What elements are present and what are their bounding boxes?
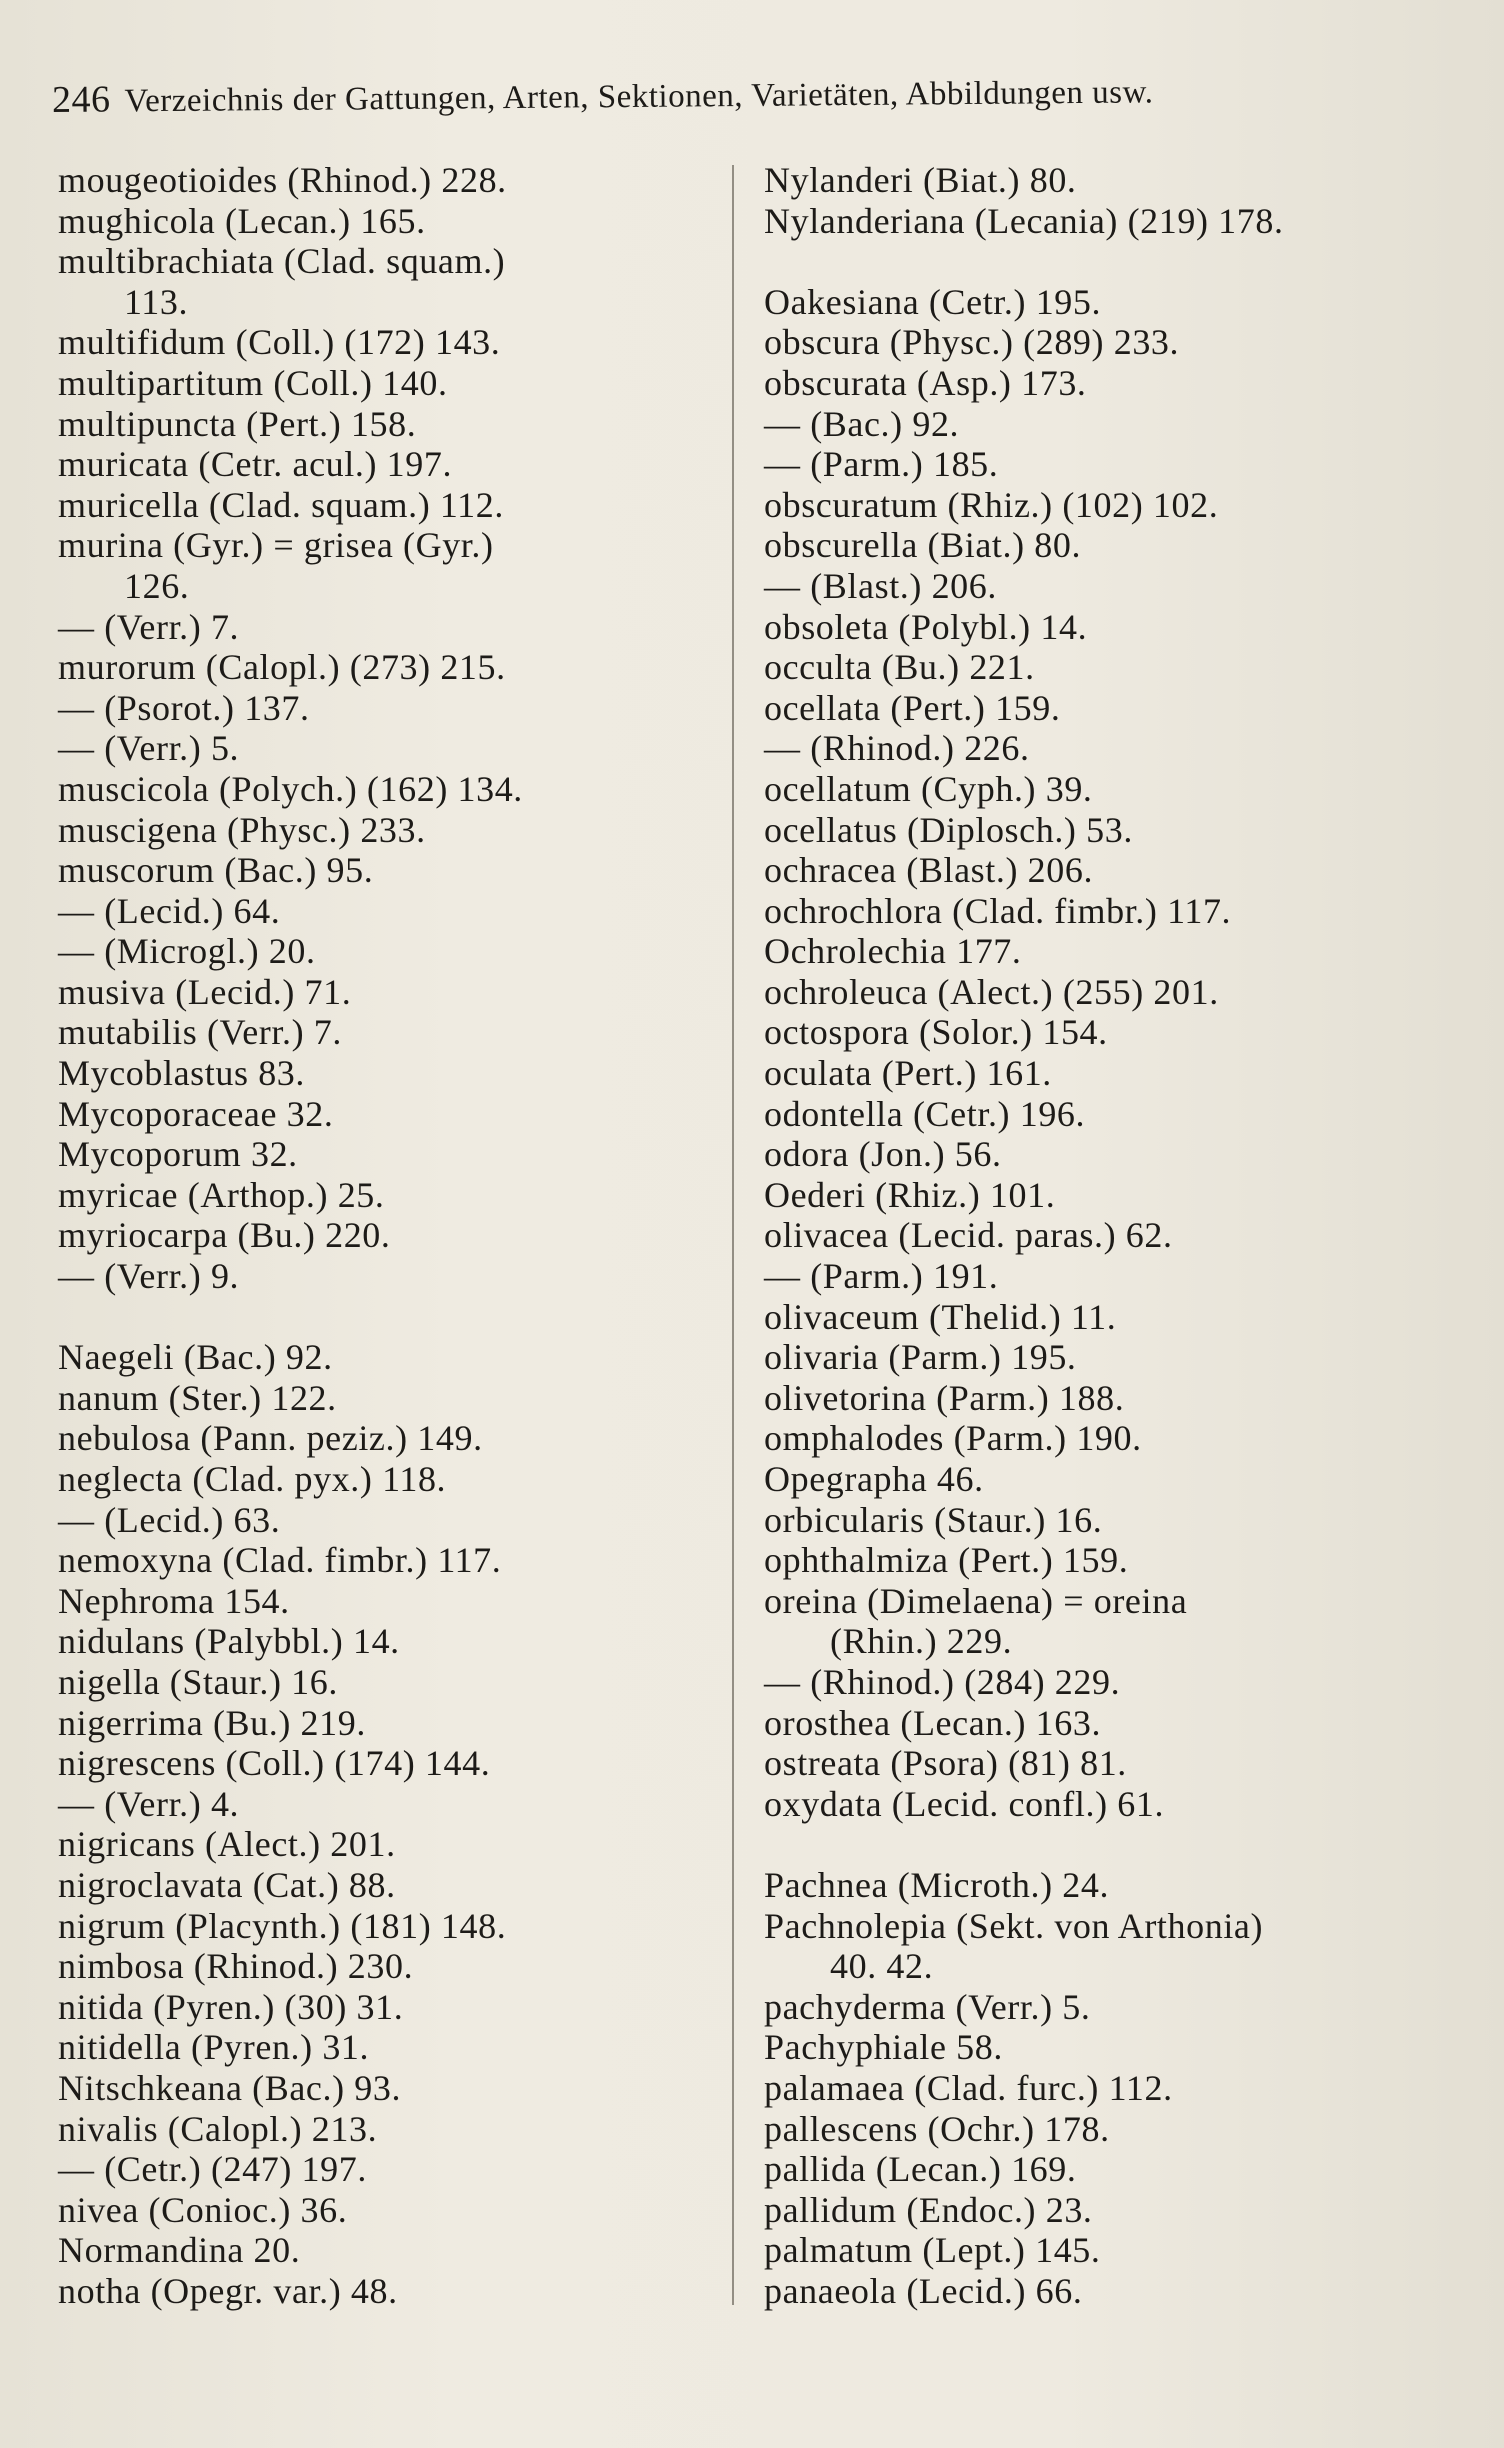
section-gap	[764, 1824, 1464, 1865]
index-entry: omphalodes (Parm.) 190.	[764, 1418, 1142, 1459]
index-entry: odontella (Cetr.) 196.	[764, 1093, 1086, 1134]
index-entry: nigella (Staur.) 16.	[58, 1661, 338, 1702]
index-entry: Pachyphiale 58.	[764, 2027, 1003, 2068]
index-entry: ochracea (Blast.) 206.	[764, 850, 1094, 891]
page-running-title: Verzeichnis der Gattungen, Arten, Sektionen, Varietäten, Abbildungen usw.	[124, 74, 1154, 120]
index-entry: pallida (Lecan.) 169.	[764, 2149, 1077, 2190]
index-entry: ocellatus (Diplosch.) 53.	[764, 809, 1133, 850]
index-entry: Nylanderi (Biat.) 80.	[764, 160, 1077, 200]
index-entry: Mycoblastus 83.	[58, 1053, 305, 1094]
index-entry: nivea (Conioc.) 36.	[58, 2189, 348, 2230]
index-entry: — (Lecid.) 63.	[58, 1499, 281, 1540]
index-entry: Pachnea (Microth.) 24.	[764, 1864, 1110, 1905]
index-entry: myricae (Arthop.) 25.	[58, 1174, 385, 1215]
index-entry: nitida (Pyren.) (30) 31.	[58, 1986, 404, 2027]
index-entry-continuation: (Rhin.) 229.	[830, 1621, 1013, 1662]
index-entry: murorum (Calopl.) (273) 215.	[58, 647, 506, 688]
index-entry: nigroclavata (Cat.) 88.	[58, 1864, 396, 1905]
index-entry: olivacea (Lecid. paras.) 62.	[764, 1215, 1173, 1256]
index-entry: palmatum (Lept.) 145.	[764, 2230, 1101, 2271]
index-entry: mutabilis (Verr.) 7.	[58, 1012, 342, 1053]
index-entry: ophthalmiza (Pert.) 159.	[764, 1540, 1129, 1581]
index-entry: ocellata (Pert.) 159.	[764, 687, 1061, 728]
index-entry: murina (Gyr.) = grisea (Gyr.)	[58, 525, 494, 566]
index-entry: oculata (Pert.) 161.	[764, 1053, 1052, 1094]
index-entry: pachyderma (Verr.) 5.	[764, 1986, 1091, 2027]
index-entry: Pachnolepia (Sekt. von Arthonia)	[764, 1905, 1264, 1946]
index-entry: panaeola (Lecid.) 66.	[764, 2270, 1083, 2311]
index-entry: nebulosa (Pann. peziz.) 149.	[58, 1418, 483, 1459]
index-entry: obscurata (Asp.) 173.	[764, 362, 1087, 403]
index-column-right	[764, 160, 1464, 2311]
index-entry: mughicola (Lecan.) 165.	[58, 200, 426, 241]
index-entry: orbicularis (Staur.) 16.	[764, 1499, 1103, 1540]
index-entry: pallidum (Endoc.) 23.	[764, 2189, 1093, 2230]
index-entry: orosthea (Lecan.) 163.	[764, 1702, 1102, 1743]
page-number: 246	[51, 78, 111, 121]
index-entry: — (Psorot.) 137.	[58, 687, 310, 728]
index-entry: multipuncta (Pert.) 158.	[58, 403, 417, 444]
column-divider	[732, 165, 734, 2305]
section-gap	[58, 1297, 708, 1338]
index-entry: ocellatum (Cyph.) 39.	[764, 768, 1093, 809]
index-entry: obscurella (Biat.) 80.	[764, 525, 1082, 566]
index-entry: nigrum (Placynth.) (181) 148.	[58, 1905, 507, 1946]
index-entry: ochrochlora (Clad. fimbr.) 117.	[764, 890, 1232, 931]
index-entry: multifidum (Coll.) (172) 143.	[58, 322, 501, 363]
index-entry: nitidella (Pyren.) 31.	[58, 2027, 370, 2068]
index-entry: octospora (Solor.) 154.	[764, 1012, 1108, 1053]
index-entry: Normandina 20.	[58, 2230, 301, 2271]
index-entry: occulta (Bu.) 221.	[764, 647, 1035, 688]
index-entry: nigricans (Alect.) 201.	[58, 1824, 396, 1865]
index-entry: — (Verr.) 4.	[58, 1783, 240, 1824]
index-entry: muricella (Clad. squam.) 112.	[58, 484, 504, 525]
index-entry: notha (Opegr. var.) 48.	[58, 2270, 398, 2311]
index-entry: multibrachiata (Clad. squam.)	[58, 241, 506, 282]
index-entry: — (Rhinod.) (284) 229.	[764, 1661, 1121, 1702]
index-entry: myriocarpa (Bu.) 220.	[58, 1215, 391, 1256]
index-entry: — (Verr.) 5.	[58, 728, 240, 769]
index-entry: — (Lecid.) 64.	[58, 890, 281, 931]
index-entry: Nitschkeana (Bac.) 93.	[58, 2067, 402, 2108]
index-entry: — (Microgl.) 20.	[58, 931, 316, 972]
index-entry: — (Bac.) 92.	[764, 403, 960, 444]
index-entry-continuation: 126.	[124, 565, 190, 606]
index-entry: muscigena (Physc.) 233.	[58, 809, 426, 850]
index-entry: — (Blast.) 206.	[764, 565, 997, 606]
index-entry-continuation: 113.	[124, 281, 189, 322]
index-entry: nigrescens (Coll.) (174) 144.	[58, 1743, 491, 1784]
index-entry: nivalis (Calopl.) 213.	[58, 2108, 378, 2149]
index-entry: muscicola (Polych.) (162) 134.	[58, 768, 523, 809]
index-entry: obscuratum (Rhiz.) (102) 102.	[764, 484, 1219, 525]
index-entry: — (Cetr.) (247) 197.	[58, 2149, 367, 2190]
index-entry: Nephroma 154.	[58, 1580, 290, 1621]
index-entry: nimbosa (Rhinod.) 230.	[58, 1946, 414, 1987]
index-entry: musiva (Lecid.) 71.	[58, 971, 352, 1012]
index-entry: obsoleta (Polybl.) 14.	[764, 606, 1088, 647]
index-entry: olivaria (Parm.) 195.	[764, 1337, 1077, 1378]
index-entry: Mycoporaceae 32.	[58, 1093, 334, 1134]
page-header	[52, 66, 1452, 130]
section-gap	[764, 241, 1464, 282]
index-entry: nidulans (Palybbl.) 14.	[58, 1621, 400, 1662]
index-entry: mougeotioides (Rhinod.) 228.	[58, 160, 507, 200]
index-column-left	[58, 160, 708, 2311]
index-entry: Nylanderiana (Lecania) (219) 178.	[764, 200, 1284, 241]
index-entry: — (Parm.) 191.	[764, 1256, 999, 1297]
index-entry: Mycoporum 32.	[58, 1134, 298, 1175]
index-entry: — (Verr.) 7.	[58, 606, 240, 647]
index-entry: ochroleuca (Alect.) (255) 201.	[764, 971, 1219, 1012]
index-entry: oreina (Dimelaena) = oreina	[764, 1580, 1188, 1621]
index-entry: Naegeli (Bac.) 92.	[58, 1337, 333, 1378]
index-entry: — (Parm.) 185.	[764, 444, 999, 485]
index-entry: Oakesiana (Cetr.) 195.	[764, 281, 1102, 322]
index-entry: nanum (Ster.) 122.	[58, 1377, 337, 1418]
index-entry: Oederi (Rhiz.) 101.	[764, 1174, 1056, 1215]
index-entry: nemoxyna (Clad. fimbr.) 117.	[58, 1540, 502, 1581]
index-entry: olivetorina (Parm.) 188.	[764, 1377, 1125, 1418]
index-entry: oxydata (Lecid. confl.) 61.	[764, 1783, 1165, 1824]
index-entry: neglecta (Clad. pyx.) 118.	[58, 1459, 447, 1499]
index-entry: multipartitum (Coll.) 140.	[58, 362, 448, 403]
index-entry: — (Rhinod.) 226.	[764, 728, 1030, 769]
index-entry: olivaceum (Thelid.) 11.	[764, 1296, 1117, 1337]
index-entry: obscura (Physc.) (289) 233.	[764, 322, 1180, 363]
index-entry-continuation: 40. 42.	[830, 1946, 934, 1987]
index-entry: palamaea (Clad. furc.) 112.	[764, 2067, 1173, 2108]
index-entry: odora (Jon.) 56.	[764, 1134, 1002, 1175]
index-entry: nigerrima (Bu.) 219.	[58, 1702, 366, 1743]
index-entry: Ochrolechia 177.	[764, 931, 1022, 972]
index-entry: pallescens (Ochr.) 178.	[764, 2108, 1110, 2149]
index-entry: muricata (Cetr. acul.) 197.	[58, 444, 453, 485]
index-entry: muscorum (Bac.) 95.	[58, 850, 374, 891]
index-entry: ostreata (Psora) (81) 81.	[764, 1743, 1127, 1784]
index-entry: — (Verr.) 9.	[58, 1256, 240, 1297]
index-entry: Opegrapha 46.	[764, 1459, 984, 1499]
